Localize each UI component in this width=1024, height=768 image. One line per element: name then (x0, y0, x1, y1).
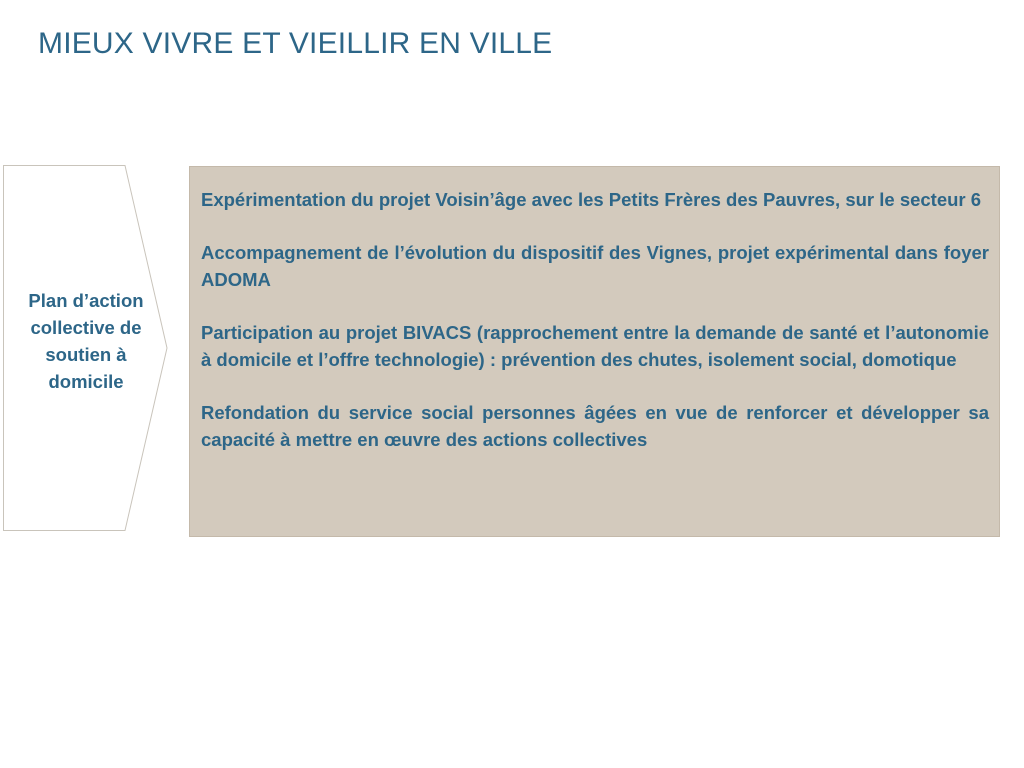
action-item-service-social: Refondation du service social personnes âgées en vue de renforcer et développer sa capacité à mettre en œuvre des actions collectives (201, 401, 989, 450)
action-item-voisinage: Expérimentation du projet Voisin’âge avec les Petits Frères des Pauvres, sur le secteur 6 (201, 189, 982, 210)
action-item-vignes: Accompagnement de l’évolution du dispositif des Vignes, projet expérimental dans foyer ADOMA (201, 241, 989, 290)
chevron-label: Plan d’action collective de soutien à domicile (28, 290, 144, 392)
action-item-bivacs: Participation au projet BIVACS (rapprochement entre la demande de santé et l’autonomie à domicile et l’offre technologie) : prévention des chutes, isolement social, domotique (201, 321, 989, 370)
chevron-shape (3, 165, 168, 531)
slide-title: MIEUX VIVRE ET VIEILLIR EN VILLE (38, 27, 553, 60)
content-panel (189, 166, 1000, 537)
